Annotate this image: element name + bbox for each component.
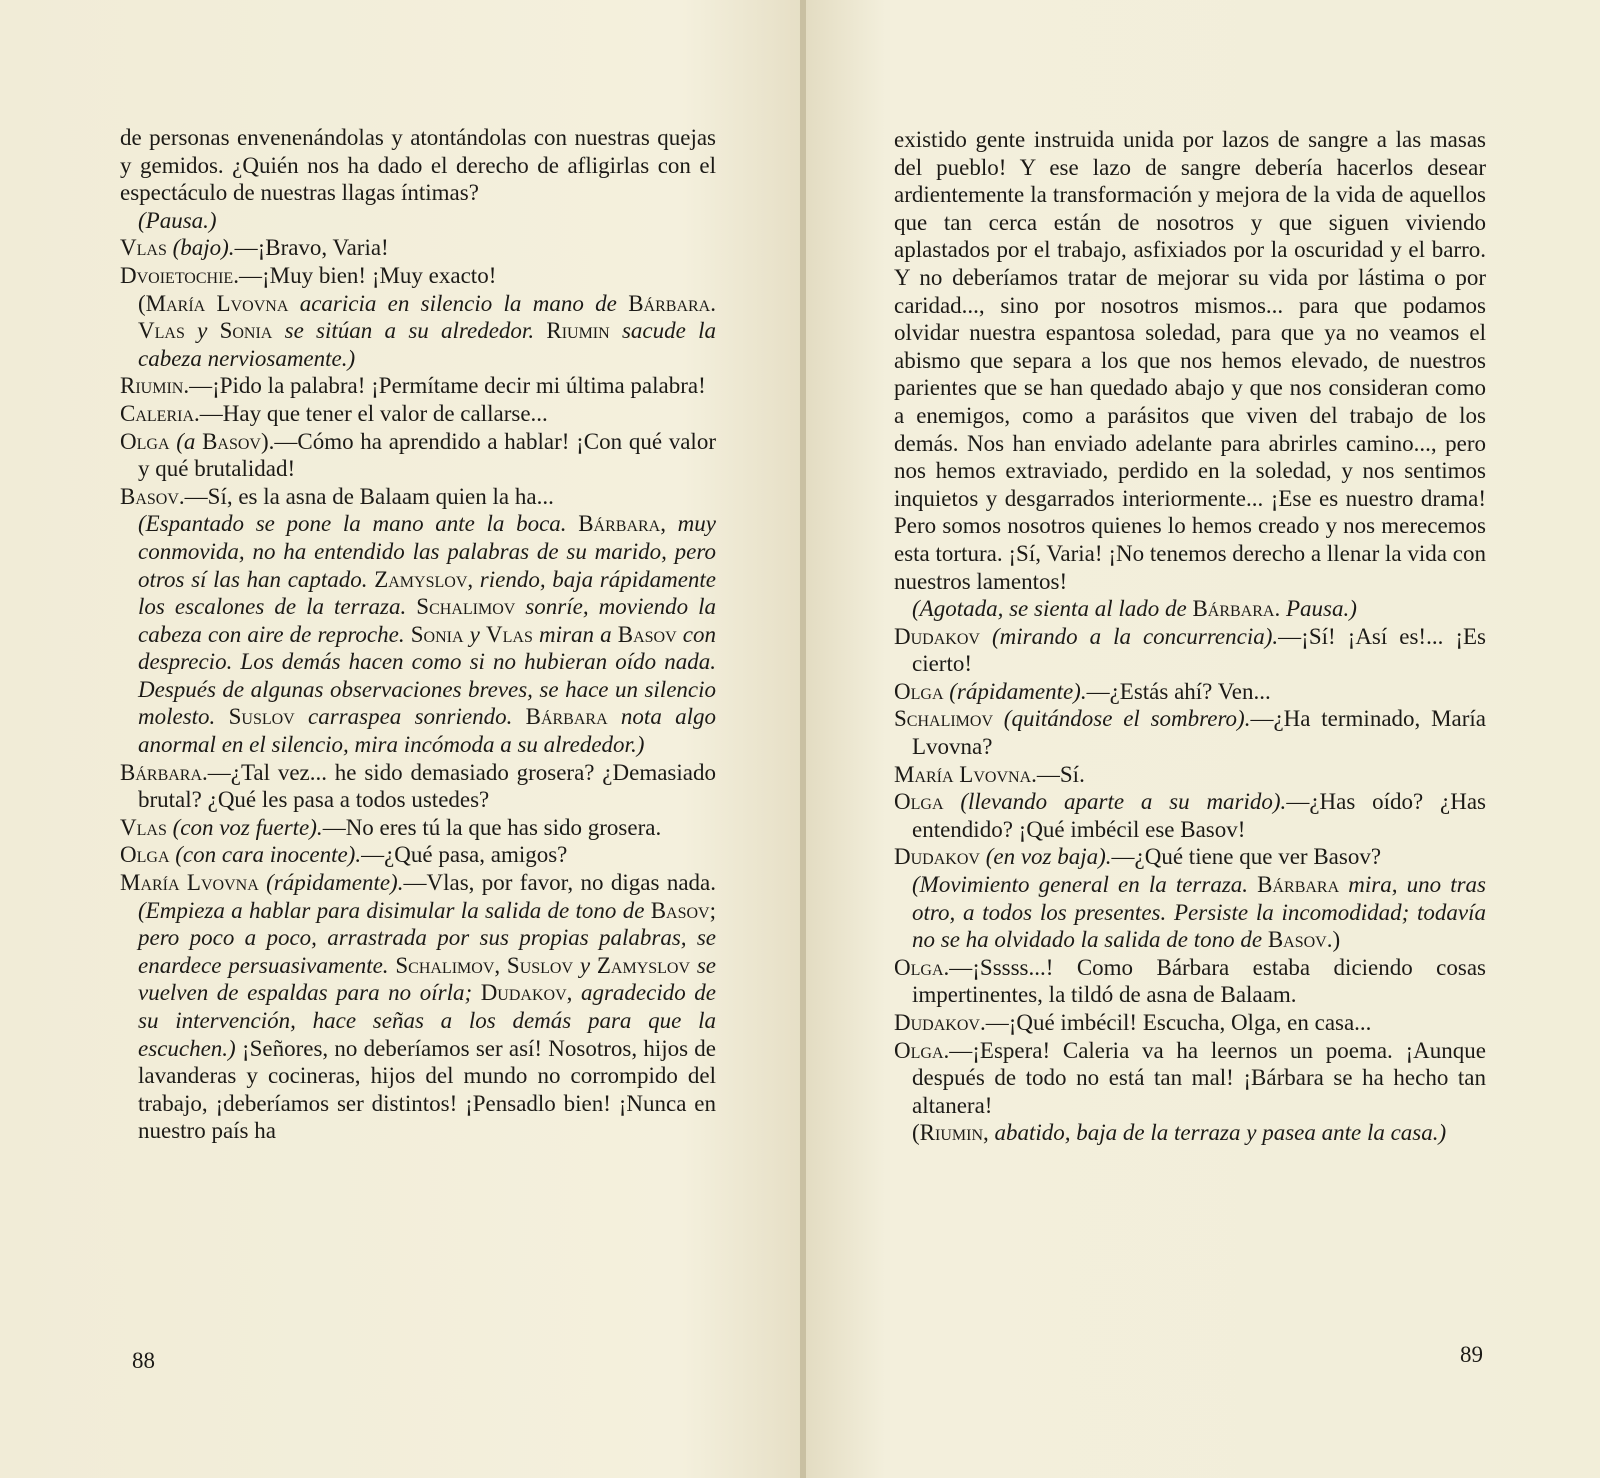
dialogue-text: —¿Has oído? ¿Has entendido? ¡Qué imbécil ese Basov! xyxy=(912,789,1487,842)
character-name: Dudakov xyxy=(894,623,980,649)
character-name: Olga xyxy=(894,789,944,815)
left-paragraph xyxy=(120,759,716,814)
right-paragraph xyxy=(894,1009,1486,1037)
right-paragraph xyxy=(894,954,1486,1009)
character-name: Olga xyxy=(120,428,170,454)
left-page-text xyxy=(120,124,716,1145)
stage-direction: (en voz baja). xyxy=(979,844,1112,870)
dialogue-text: ( xyxy=(912,1120,920,1146)
stage-direction: (llevando aparte a su marido). xyxy=(943,789,1287,815)
dialogue-text: —¡Qué imbécil! Escucha, Olga, en casa... xyxy=(985,1010,1372,1035)
character-name: Riumin. xyxy=(120,373,190,399)
dialogue-text: —¡Muy bien! ¡Muy exacto! xyxy=(238,262,497,288)
dialogue-text: ).—Cómo ha aprendido a hablar! ¡Con qué valor y qué brutalidad! xyxy=(138,428,716,482)
right-page-text xyxy=(894,126,1486,1147)
character-name: Suslov xyxy=(228,704,295,730)
character-name: Bárbara xyxy=(1257,872,1340,898)
character-name: Vlas xyxy=(120,235,167,261)
left-paragraph xyxy=(120,124,716,207)
character-name: Vlas xyxy=(120,814,167,840)
character-name: Caleria. xyxy=(120,400,200,426)
character-name: Dudakov xyxy=(894,844,980,870)
right-paragraph xyxy=(894,761,1486,789)
dialogue-text: —¿Tal vez... he sido demasiado grosera? ¿Demasiado brutal? ¿Qué les pasa a todos ustedes? xyxy=(138,759,716,813)
stage-direction: y xyxy=(184,318,220,344)
left-paragraph xyxy=(120,234,716,262)
right-paragraph xyxy=(894,1119,1486,1147)
stage-direction: (Movimiento general en la terraza. xyxy=(912,872,1258,898)
stage-direction: (rápidamente). xyxy=(943,678,1087,704)
dialogue-text: —¿Estás ahí? Ven... xyxy=(1086,678,1271,704)
character-name: Olga xyxy=(894,678,944,704)
dialogue-text: —¡Bravo, Varia! xyxy=(234,235,389,261)
character-name: Basov; xyxy=(650,897,716,923)
right-paragraph xyxy=(894,871,1486,954)
character-name: Vlas xyxy=(486,621,533,647)
stage-direction: (con cara inocente). xyxy=(169,842,362,868)
dialogue-text: —¿Qué tiene que ver Basov? xyxy=(1111,844,1382,870)
stage-direction: carraspea sonriendo. xyxy=(294,704,526,730)
character-name: Basov xyxy=(202,428,261,454)
left-paragraph xyxy=(120,207,716,235)
character-name: Basov. xyxy=(1267,927,1333,953)
left-paragraph xyxy=(120,290,716,373)
stage-direction: (mirando a la concurrencia). xyxy=(979,623,1279,649)
dialogue-text: —Vlas, por favor, no digas nada. xyxy=(403,870,717,896)
character-name: Riumin xyxy=(546,318,610,344)
stage-direction: (Espantado se pone la mano ante la boca. xyxy=(138,511,579,537)
stage-direction: sacude la cabeza nerviosamente.) xyxy=(138,318,716,371)
dialogue-text: —Sí. xyxy=(1036,761,1085,787)
stage-direction: (Agotada, se sienta al lado de xyxy=(912,596,1193,622)
dialogue-text: ( xyxy=(138,290,146,316)
right-paragraph xyxy=(894,1037,1486,1120)
stage-direction: (quitándose el sombrero). xyxy=(993,706,1251,732)
page-number-left: 88 xyxy=(132,1348,155,1373)
stage-direction: (Empieza a hablar para disimular la salida de tono de xyxy=(138,897,651,923)
dialogue-text: existido gente instruida unida por lazos de sangre a las masas del pueblo! Y ese lazo de sangre debería hacerlos desear ardientemente la transformación y mejora de la vida de aquellos que tan cerca están de nosotros y que siguen viviendo aplastados por el trabajo, asfixiados por la oscuridad y el barro. Y no deberíamos tratar de mejorar su vida por lástima o por caridad..., sino por nosotros mismos... para que podamos olvidar nuestra espantosa soledad, para que ya no veamos el abismo que separa a los que nos hemos elevado, de nuestros parientes que se han quedado abajo y que nos consideran como a enemigos, como a parásitos que viven del trabajo de los demás. Nos han enviado adelante para abrirles camino..., pero nos hemos extraviado, perdido en la soledad, y nos sentimos inquietos y desgarrados interiormente... ¡Ese es nuestro drama! Pero somos nosotros quienes lo hemos creado y nos merecemos esta tortura. ¡Sí, Varia! ¡No tenemos derecho a llenar la vida con nuestros lamentos! xyxy=(894,127,1486,594)
character-name: María Lvovna xyxy=(145,290,289,316)
stage-direction: y xyxy=(573,952,597,978)
right-paragraph xyxy=(894,126,1486,595)
character-name: Olga. xyxy=(894,954,950,980)
stage-direction: sonríe, moviendo la cabeza con aire de reproche. xyxy=(138,594,717,647)
character-name: Basov xyxy=(617,621,677,647)
stage-direction: abatido, baja de la terraza y pasea ante la casa.) xyxy=(988,1120,1447,1146)
character-name: Dudakov. xyxy=(894,1010,986,1035)
stage-direction: y xyxy=(463,621,487,647)
dialogue-text: —¿Ha terminado, María Lvovna? xyxy=(912,706,1486,760)
left-paragraph xyxy=(120,869,716,1145)
right-paragraph xyxy=(894,788,1486,843)
character-name: Bárbara. xyxy=(120,759,208,785)
character-name: Vlas xyxy=(138,318,185,344)
dialogue-text: —¿Qué pasa, amigos? xyxy=(361,842,568,868)
stage-direction: riendo, baja rápidamente los escalones de la terraza. xyxy=(138,566,717,620)
dialogue-text: —¡Sí! ¡Así es!... ¡Es cierto! xyxy=(912,623,1487,677)
dialogue-text: ) xyxy=(1332,927,1341,953)
stage-direction: con desprecio. Los demás hacen como si no hubieran oído nada. Después de algunas observaciones breves, se hace un silencio molesto. xyxy=(138,621,716,730)
right-paragraph xyxy=(894,678,1486,706)
character-name: Bárbara xyxy=(525,704,608,730)
stage-direction: (Pausa.) xyxy=(138,207,217,233)
character-name: Dudakov, xyxy=(480,980,573,1006)
character-name: Sonia xyxy=(410,621,464,647)
stage-direction: agradecido de su intervención, hace señas a los demás para que la escuchen.) xyxy=(138,980,716,1061)
character-name: Zamyslov, xyxy=(374,566,474,592)
stage-direction: Pausa.) xyxy=(1280,596,1357,622)
character-name: Bárbara. xyxy=(628,290,716,316)
stage-direction: (a xyxy=(169,428,203,454)
stage-direction: (con voz fuerte). xyxy=(166,814,323,840)
left-paragraph xyxy=(120,428,716,483)
page-number-right: 89 xyxy=(1460,1342,1483,1367)
character-name: Sonia xyxy=(219,318,273,344)
character-name: Zamyslov xyxy=(596,952,691,978)
left-paragraph xyxy=(120,400,716,428)
left-paragraph xyxy=(120,841,716,869)
stage-direction: se sitúan a su alrededor. xyxy=(272,318,547,344)
stage-direction: pero poco a poco, arrastrada por sus propias palabras, se enardece persuasivamente. xyxy=(138,925,716,978)
dialogue-text: —No eres tú la que has sido grosera. xyxy=(322,814,662,840)
character-name: Olga. xyxy=(894,1037,950,1063)
right-paragraph xyxy=(894,843,1486,871)
dialogue-text: —¡Espera! Caleria va ha leernos un poema. ¡Aunque después de todo no está tan mal! ¡Bárbara se ha hecho tan altanera! xyxy=(912,1037,1486,1118)
stage-direction: muy conmovida, no ha entendido las palabras de su marido, pero otros sí las han captado. xyxy=(138,511,716,592)
dialogue-text: —¡Sssss...! Como Bárbara estaba diciendo cosas impertinentes, la tildó de asna de Balaam. xyxy=(912,954,1486,1008)
character-name: Schalimov, Suslov xyxy=(395,952,574,978)
left-paragraph xyxy=(120,483,716,511)
stage-direction: (rápidamente). xyxy=(258,870,404,896)
character-name: María Lvovna. xyxy=(894,761,1037,787)
dialogue-text: —Hay que tener el valor de callarse... xyxy=(199,400,548,426)
character-name: Schalimov xyxy=(894,706,994,732)
character-name: Riumin, xyxy=(919,1120,989,1146)
left-paragraph xyxy=(120,814,716,842)
right-paragraph xyxy=(894,705,1486,760)
stage-direction: (bajo). xyxy=(166,235,235,261)
character-name: Dvoietochie. xyxy=(120,262,239,288)
right-paragraph xyxy=(894,595,1486,623)
left-paragraph xyxy=(120,262,716,290)
character-name: Basov. xyxy=(120,483,185,509)
dialogue-text: de personas envenenándolas y atontándolas con nuestras quejas y gemidos. ¿Quién nos ha dado el derecho de afligirlas con el espectáculo de nuestras llagas íntimas? xyxy=(120,125,716,206)
stage-direction: se vuelven de espaldas para no oírla; xyxy=(138,952,716,1006)
dialogue-text: —¡Pido la palabra! ¡Permítame decir mi última palabra! xyxy=(189,373,706,399)
character-name: Bárbara. xyxy=(1192,596,1281,622)
left-paragraph xyxy=(120,372,716,400)
right-page xyxy=(806,0,1600,1478)
stage-direction: miran a xyxy=(532,621,618,647)
character-name: Schalimov xyxy=(416,594,516,620)
stage-direction: mira, uno tras otro, a todos los presentes. Persiste la incomodidad; todavía no se ha olvidado la salida de tono de xyxy=(912,872,1486,953)
right-paragraph xyxy=(894,623,1486,678)
stage-direction: acaricia en silencio la mano de xyxy=(288,290,629,316)
character-name: María Lvovna xyxy=(120,870,259,896)
character-name: Olga xyxy=(120,842,170,868)
dialogue-text: —Sí, es la asna de Balaam quien la ha... xyxy=(184,483,554,509)
left-paragraph xyxy=(120,510,716,758)
stage-direction: nota algo anormal en el silencio, mira incómoda a su alrededor.) xyxy=(138,704,716,758)
character-name: Bárbara, xyxy=(578,511,666,537)
dialogue-text: ¡Señores, no deberíamos ser así! Nosotros, hijos de lavanderas y cocineras, hijos del mundo no corrompido del trabajo, ¡deberíamos ser distintos! ¡Pensadlo bien! ¡Nunca en nuestro país ha xyxy=(138,1035,716,1144)
